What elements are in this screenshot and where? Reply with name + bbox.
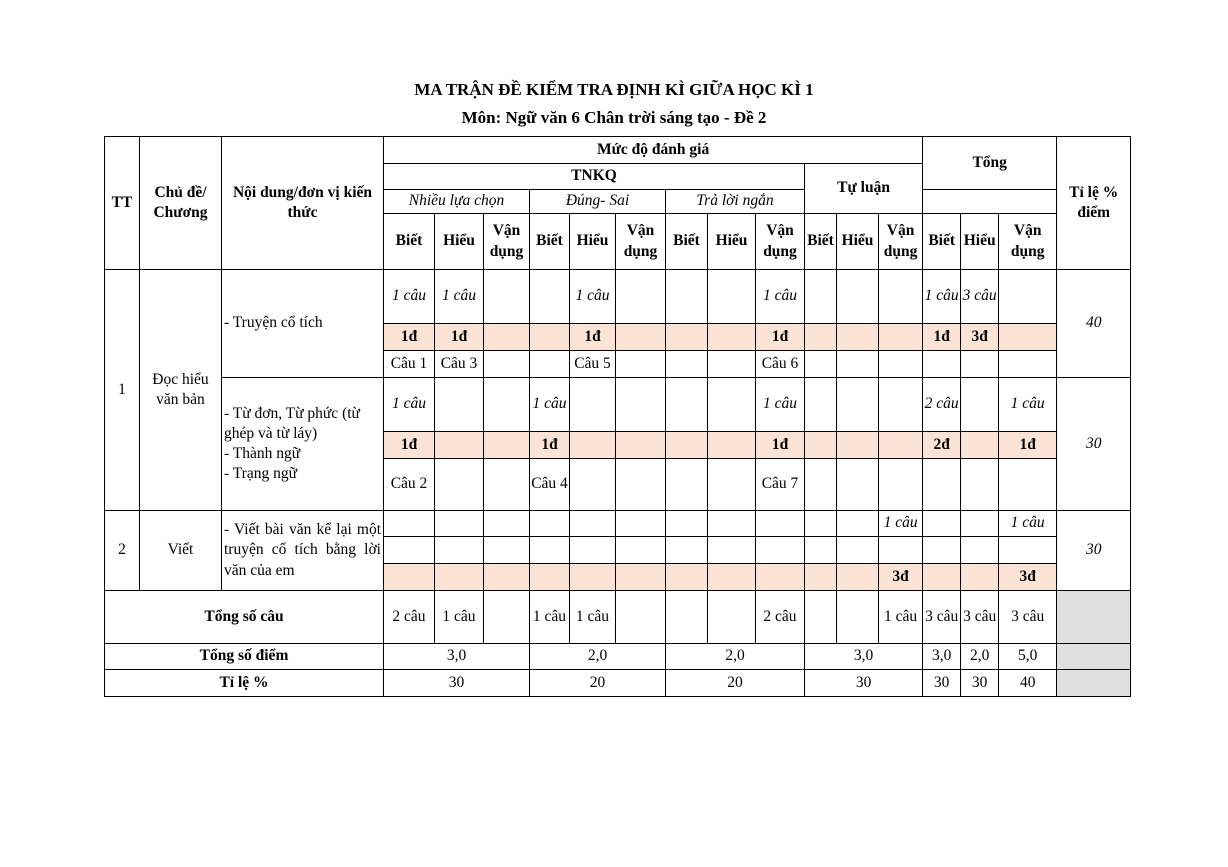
cau-so-cell (805, 459, 837, 511)
diem-cell (708, 432, 756, 459)
so-cau-cell (435, 511, 484, 537)
grey-cell (1057, 644, 1131, 670)
total-cell (805, 591, 837, 644)
header-van-dung: Vận dụng (999, 214, 1057, 270)
total-cell (666, 591, 708, 644)
so-cau-cell (805, 270, 837, 324)
cau-so-cell (999, 351, 1057, 378)
so-cau-cell (837, 511, 879, 537)
so-cau-cell (666, 270, 708, 324)
so-cau-cell (530, 270, 570, 324)
total-cell: 40 (999, 670, 1057, 697)
header-van-dung: Vận dụng (484, 214, 530, 270)
table-row (105, 511, 1131, 537)
totals-row (105, 591, 1131, 644)
diem-cell (805, 432, 837, 459)
cau-so-cell: Câu 3 (435, 351, 484, 378)
diem-cell (837, 432, 879, 459)
total-cell: 3 câu (961, 591, 999, 644)
diem-cell (837, 324, 879, 351)
diem-cell (435, 564, 484, 591)
empty-cell (837, 537, 879, 564)
header-hieu: Hiểu (435, 214, 484, 270)
diem-cell (570, 432, 616, 459)
empty-cell (616, 537, 666, 564)
header-dung-sai: Đúng- Sai (530, 190, 666, 214)
diem-cell (530, 324, 570, 351)
header-ti-le: Tỉ lệ % điểm (1057, 137, 1131, 270)
empty-cell (756, 537, 805, 564)
row-noi-dung: - Viết bài văn kể lại một truyện cổ tích bằng lời văn của em (222, 511, 384, 591)
diem-cell: 1đ (923, 324, 961, 351)
header-biet: Biết (923, 214, 961, 270)
total-cell: 3,0 (923, 644, 961, 670)
diem-cell: 1đ (999, 432, 1057, 459)
empty-cell (484, 537, 530, 564)
so-cau-cell: 1 câu (756, 378, 805, 432)
so-cau-cell (666, 511, 708, 537)
so-cau-cell (805, 511, 837, 537)
diem-cell: 1đ (384, 432, 435, 459)
diem-cell (666, 432, 708, 459)
empty-cell (666, 537, 708, 564)
diem-cell (999, 324, 1057, 351)
total-cell: 1 câu (879, 591, 923, 644)
header-biet: Biết (384, 214, 435, 270)
cau-so-cell (435, 459, 484, 511)
cau-so-cell (837, 351, 879, 378)
cau-so-cell (999, 459, 1057, 511)
total-cell: 30 (805, 670, 923, 697)
page-title: MA TRẬN ĐỀ KIỂM TRA ĐỊNH KÌ GIỮA HỌC KÌ 1 (414, 80, 814, 99)
so-cau-cell: 1 câu (435, 270, 484, 324)
diem-cell (666, 324, 708, 351)
so-cau-cell: 1 câu (384, 378, 435, 432)
header-biet: Biết (530, 214, 570, 270)
so-cau-cell: 3 câu (961, 270, 999, 324)
diem-cell (435, 432, 484, 459)
cau-so-cell (879, 351, 923, 378)
so-cau-cell: 1 câu (923, 270, 961, 324)
totals-row (105, 644, 1131, 670)
row-chu-de: Viết (140, 511, 222, 591)
empty-cell (923, 537, 961, 564)
total-cell: 1 câu (570, 591, 616, 644)
total-cell: 2,0 (666, 644, 805, 670)
so-cau-cell (570, 511, 616, 537)
diem-cell (879, 432, 923, 459)
diem-cell: 1đ (570, 324, 616, 351)
header-biet: Biết (666, 214, 708, 270)
diem-cell (756, 564, 805, 591)
empty-cell (384, 537, 435, 564)
header-nhieu-lua-chon: Nhiều lựa chọn (384, 190, 530, 214)
total-cell: 1 câu (435, 591, 484, 644)
so-cau-cell (616, 270, 666, 324)
diem-cell (570, 564, 616, 591)
cau-so-cell (708, 351, 756, 378)
ti-le-label: Tỉ lệ % (105, 670, 384, 697)
header-tra-loi-ngan: Trả lời ngắn (666, 190, 805, 214)
so-cau-cell: 1 câu (530, 378, 570, 432)
grey-cell (1057, 670, 1131, 697)
empty-cell (999, 537, 1057, 564)
empty-cell (530, 537, 570, 564)
table-row (105, 378, 1131, 432)
so-cau-cell (923, 511, 961, 537)
cau-so-cell: Câu 4 (530, 459, 570, 511)
cau-so-cell (530, 351, 570, 378)
so-cau-cell: 1 câu (570, 270, 616, 324)
diem-cell (708, 564, 756, 591)
so-cau-cell: 1 câu (756, 270, 805, 324)
cau-so-cell: Câu 7 (756, 459, 805, 511)
header-tt: TT (105, 137, 140, 270)
diem-cell: 2đ (923, 432, 961, 459)
cau-so-cell (961, 351, 999, 378)
so-cau-cell: 1 câu (999, 511, 1057, 537)
so-cau-cell (484, 511, 530, 537)
total-cell: 3,0 (384, 644, 530, 670)
noi-dung-item: - Thành ngữ (224, 445, 301, 462)
total-cell: 30 (961, 670, 999, 697)
so-cau-cell: 2 câu (923, 378, 961, 432)
tong-so-diem-label: Tổng số điểm (105, 644, 384, 670)
diem-cell (805, 564, 837, 591)
ti-le-cell: 30 (1057, 511, 1131, 591)
total-cell (484, 591, 530, 644)
so-cau-cell (805, 378, 837, 432)
header-tong: Tổng (923, 137, 1057, 190)
header-van-dung: Vận dụng (616, 214, 666, 270)
so-cau-cell (708, 511, 756, 537)
total-cell: 3 câu (923, 591, 961, 644)
table-row (105, 270, 1131, 324)
cau-so-cell (837, 459, 879, 511)
header-van-dung: Vận dụng (879, 214, 923, 270)
so-cau-cell (484, 378, 530, 432)
ti-le-cell: 30 (1057, 378, 1131, 511)
cau-so-cell: Câu 6 (756, 351, 805, 378)
cau-so-cell: Câu 5 (570, 351, 616, 378)
cau-so-cell (923, 459, 961, 511)
diem-cell (384, 564, 435, 591)
cau-so-cell: Câu 2 (384, 459, 435, 511)
cau-so-cell (570, 459, 616, 511)
cau-so-cell (666, 351, 708, 378)
total-cell: 1 câu (530, 591, 570, 644)
empty-cell (708, 537, 756, 564)
row-noi-dung: - Truyện cổ tích (222, 270, 384, 378)
diem-cell (805, 324, 837, 351)
assessment-matrix-table (104, 136, 1131, 697)
header-van-dung: Vận dụng (756, 214, 805, 270)
diem-cell (666, 564, 708, 591)
cau-so-cell (666, 459, 708, 511)
diem-cell (961, 564, 999, 591)
diem-cell: 1đ (756, 324, 805, 351)
header-hieu: Hiểu (837, 214, 879, 270)
so-cau-cell (708, 270, 756, 324)
noi-dung-item: - Từ đơn, Từ phức (từ ghép và từ láy) (224, 404, 360, 442)
empty-cell (961, 537, 999, 564)
cau-so-cell (616, 351, 666, 378)
diem-cell (530, 564, 570, 591)
so-cau-cell (999, 270, 1057, 324)
diem-cell (616, 564, 666, 591)
diem-cell (837, 564, 879, 591)
diem-cell (879, 324, 923, 351)
so-cau-cell: 1 câu (879, 511, 923, 537)
so-cau-cell (879, 378, 923, 432)
diem-cell: 3đ (961, 324, 999, 351)
cau-so-cell (484, 459, 530, 511)
row-tt: 1 (105, 270, 140, 511)
total-cell (837, 591, 879, 644)
total-cell: 3 câu (999, 591, 1057, 644)
cau-so-cell (708, 459, 756, 511)
cau-so-cell (961, 459, 999, 511)
header-tong-spacer (923, 190, 1057, 214)
so-cau-cell (484, 270, 530, 324)
tong-so-cau-label: Tổng số câu (105, 591, 384, 644)
cau-so-cell (879, 459, 923, 511)
total-cell: 20 (530, 670, 666, 697)
header-hieu: Hiểu (708, 214, 756, 270)
so-cau-cell (837, 378, 879, 432)
diem-cell: 1đ (756, 432, 805, 459)
so-cau-cell: 1 câu (999, 378, 1057, 432)
header-chu-de: Chủ đề/ Chương (140, 137, 222, 270)
empty-cell (570, 537, 616, 564)
so-cau-cell (879, 270, 923, 324)
total-cell: 30 (384, 670, 530, 697)
cau-so-cell (616, 459, 666, 511)
totals-row (105, 670, 1131, 697)
header-tnkq: TNKQ (384, 164, 805, 190)
cau-so-cell (805, 351, 837, 378)
diem-cell (616, 432, 666, 459)
diem-cell (484, 564, 530, 591)
diem-cell (708, 324, 756, 351)
so-cau-cell (530, 511, 570, 537)
ti-le-cell: 40 (1057, 270, 1131, 378)
row-chu-de: Đọc hiểu văn bản (140, 270, 222, 511)
cau-so-cell: Câu 1 (384, 351, 435, 378)
so-cau-cell (961, 511, 999, 537)
row-noi-dung (222, 378, 384, 511)
so-cau-cell (837, 270, 879, 324)
diem-cell: 1đ (530, 432, 570, 459)
header-muc-do: Mức độ đánh giá (384, 137, 923, 164)
diem-cell (961, 432, 999, 459)
diem-cell (923, 564, 961, 591)
total-cell: 2,0 (961, 644, 999, 670)
diem-cell (484, 324, 530, 351)
header-noi-dung: Nội dung/đơn vị kiến thức (222, 137, 384, 270)
total-cell (616, 591, 666, 644)
noi-dung-item: - Trạng ngữ (224, 465, 297, 483)
grey-cell (1057, 591, 1131, 644)
so-cau-cell (616, 511, 666, 537)
total-cell: 2,0 (530, 644, 666, 670)
so-cau-cell (384, 511, 435, 537)
total-cell: 20 (666, 670, 805, 697)
cau-so-cell (923, 351, 961, 378)
diem-cell: 3đ (999, 564, 1057, 591)
so-cau-cell (666, 378, 708, 432)
diem-cell: 1đ (384, 324, 435, 351)
diem-cell (484, 432, 530, 459)
empty-cell (435, 537, 484, 564)
diem-cell: 1đ (435, 324, 484, 351)
total-cell (708, 591, 756, 644)
header-tu-luan: Tự luận (805, 164, 923, 214)
total-cell: 2 câu (384, 591, 435, 644)
total-cell: 5,0 (999, 644, 1057, 670)
header-biet: Biết (805, 214, 837, 270)
diem-cell (616, 324, 666, 351)
total-cell: 2 câu (756, 591, 805, 644)
header-hieu: Hiểu (961, 214, 999, 270)
row-tt: 2 (105, 511, 140, 591)
so-cau-cell (570, 378, 616, 432)
page-subtitle: Môn: Ngữ văn 6 Chân trời sáng tạo - Đề 2 (461, 108, 767, 127)
so-cau-cell: 1 câu (384, 270, 435, 324)
so-cau-cell (616, 378, 666, 432)
total-cell: 30 (923, 670, 961, 697)
empty-cell (805, 537, 837, 564)
so-cau-cell (756, 511, 805, 537)
total-cell: 3,0 (805, 644, 923, 670)
diem-cell: 3đ (879, 564, 923, 591)
empty-cell (879, 537, 923, 564)
header-hieu: Hiểu (570, 214, 616, 270)
so-cau-cell (708, 378, 756, 432)
so-cau-cell (435, 378, 484, 432)
so-cau-cell (961, 378, 999, 432)
cau-so-cell (484, 351, 530, 378)
